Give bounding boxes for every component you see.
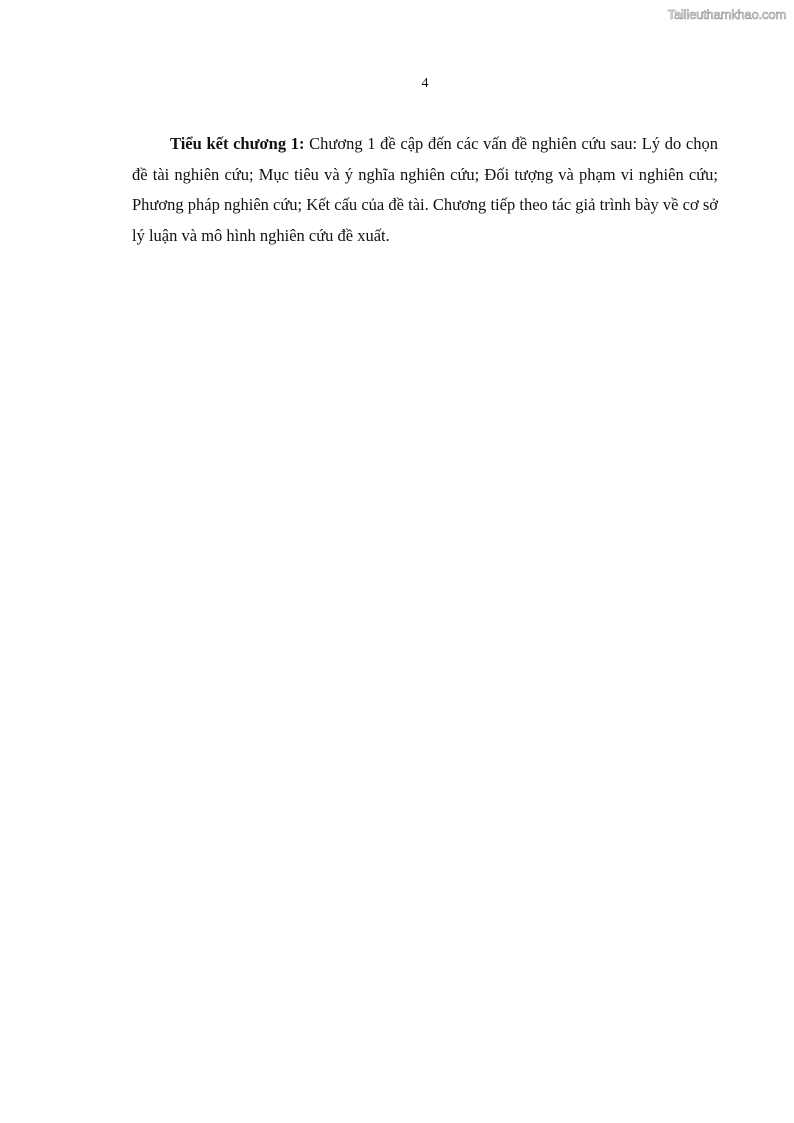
chapter-summary-text: Chương 1 đề cập đến các vấn đề nghiên cứu sau: Lý do chọn đề tài nghiên cứu; Mục tiêu và ý nghĩa nghiên cứu; Đối tượng và phạm vi nghiên cứu; Phương pháp nghiên cứu; Kết cấu của đề tài. Chương tiếp theo tác giả trình bày về cơ sở lý luận và mô hình nghiên cứu đề xuất. <box>132 134 718 245</box>
chapter-summary-heading: Tiểu kết chương 1: <box>170 134 305 153</box>
chapter-summary-paragraph <box>132 129 718 251</box>
watermark: Tailieuthamkhao.com <box>667 7 786 22</box>
page-number: 4 <box>421 76 429 91</box>
